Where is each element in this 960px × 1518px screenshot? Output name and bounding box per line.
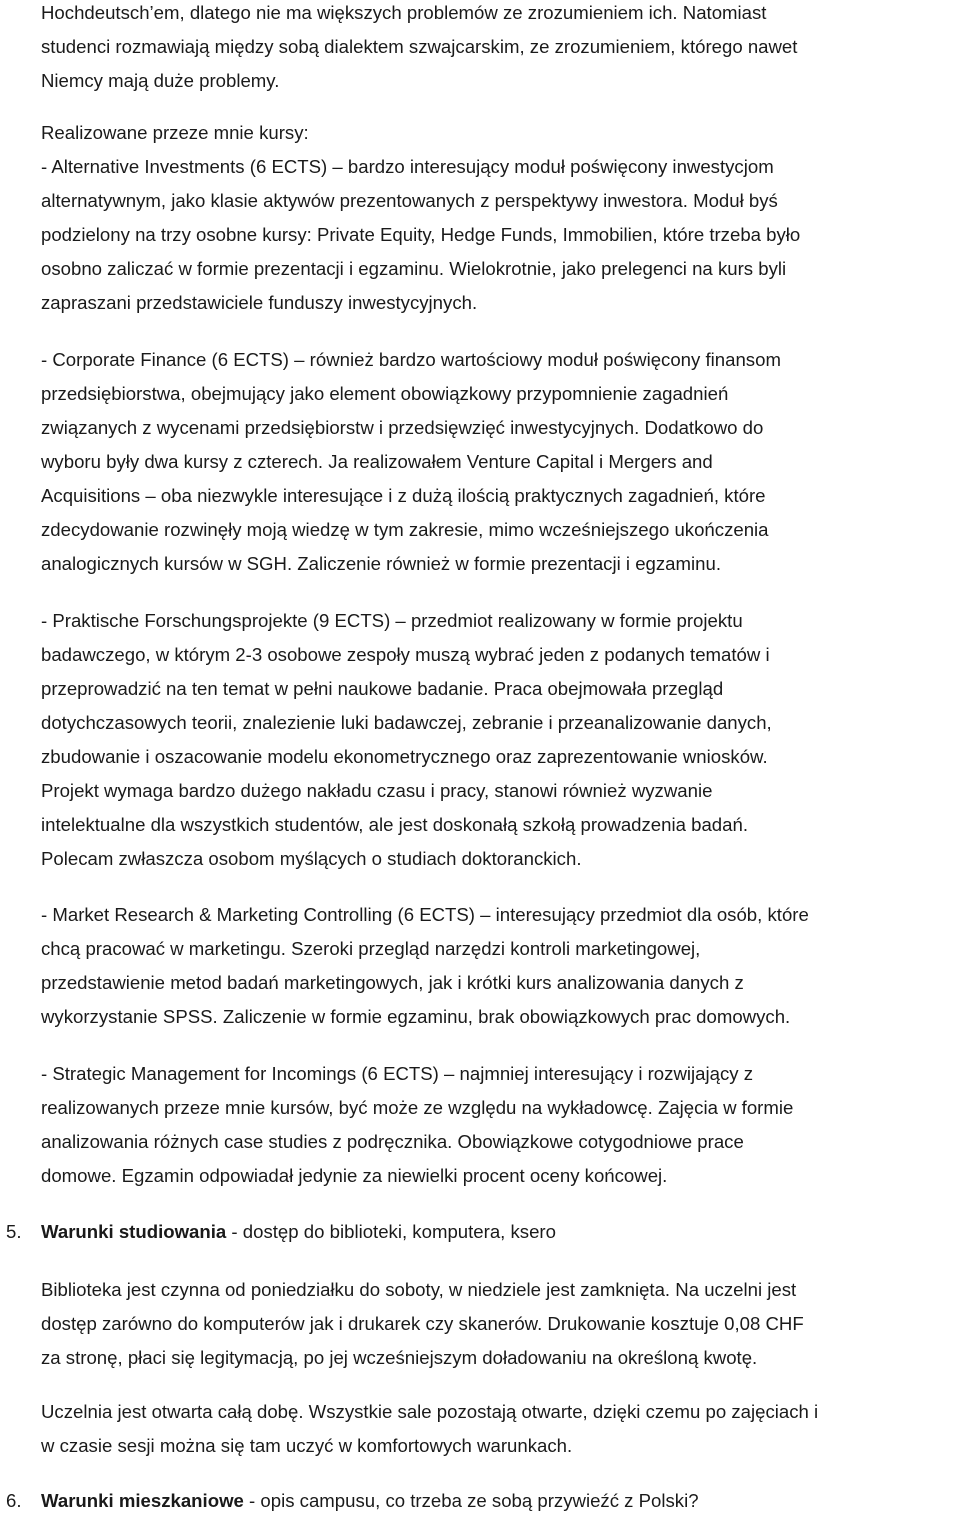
text-line: domowe. Egzamin odpowiadał jedynie za niewielki procent oceny końcowej. (41, 1165, 668, 1186)
text-line: Polecam zwłaszcza osobom myślących o studiach doktoranckich. (41, 848, 582, 869)
text-line: przedstawienie metod badań marketingowych, jak i krótki kurs analizowania danych z (41, 972, 744, 993)
text-line: osobno zaliczać w formie prezentacji i egzaminu. Wielokrotnie, jako prelegenci na kurs byli (41, 258, 787, 279)
section-heading-warunki-mieszkaniowe (41, 1484, 699, 1518)
text-line: badawczego, w którym 2-3 osobowe zespoły muszą wybrać jeden z podanych tematów i (41, 644, 770, 665)
text-line: analizowania różnych case studies z podręcznika. Obowiązkowe cotygodniowe prace (41, 1131, 744, 1152)
text-line: Projekt wymaga bardzo dużego nakładu czasu i pracy, stanowi również wyzwanie (41, 780, 713, 801)
text-line: - Strategic Management for Incomings (6 ECTS) – najmniej interesujący i rozwijający z (41, 1063, 754, 1084)
text-line: studenci rozmawiają między sobą dialektem szwajcarskim, ze zrozumieniem, którego nawet (41, 36, 798, 57)
text-line: podzielony na trzy osobne kursy: Private Equity, Hedge Funds, Immobilien, które trzeba było (41, 224, 801, 245)
section-number: 5. (6, 1221, 22, 1242)
text-line: wyboru były dwa kursy z czterech. Ja realizowałem Venture Capital i Mergers and (41, 451, 713, 472)
paragraph-university-open (41, 1395, 956, 1463)
section-subtitle: - opis campusu, co trzeba ze sobą przywieźć z Polski? (243, 1490, 699, 1511)
text-line: dostęp zarówno do komputerów jak i drukarek czy skanerów. Drukowanie kosztuje 0,08 CHF (41, 1313, 804, 1334)
text-line: alternatywnym, jako klasie aktywów prezentowanych z perspektywy inwestora. Moduł byś (41, 190, 778, 211)
text-line: - Praktische Forschungsprojekte (9 ECTS) – przedmiot realizowany w formie projektu (41, 610, 743, 631)
text-line: wykorzystanie SPSS. Zaliczenie w formie egzaminu, brak obowiązkowych prac domowych. (41, 1006, 791, 1027)
text-line: Uczelnia jest otwarta całą dobę. Wszystkie sale pozostają otwarte, dzięki czemu po zajęciach i (41, 1401, 819, 1422)
text-line: - Alternative Investments (6 ECTS) – bardzo interesujący moduł poświęcony inwestycjom (41, 156, 774, 177)
text-line: Hochdeutsch’em, dlatego nie ma większych problemów ze zrozumieniem ich. Natomiast (41, 2, 767, 23)
paragraph-praktische (41, 604, 956, 876)
text-line: dotychczasowych teorii, znalezienie luki badawczej, zebranie i przeanalizowanie danych, (41, 712, 772, 733)
text-line: przedsiębiorstwa, obejmujący jako element obowiązkowy przypomnienie zagadnień (41, 383, 729, 404)
paragraph-strategic (41, 1057, 956, 1193)
paragraph-market-research (41, 898, 956, 1034)
text-line: intelektualne dla wszystkich studentów, ale jest doskonałą szkołą prowadzenia badań. (41, 814, 748, 835)
section-number: 6. (6, 1490, 22, 1511)
text-line: w czasie sesji można się tam uczyć w komfortowych warunkach. (41, 1435, 573, 1456)
paragraph-courses-intro (41, 116, 956, 320)
text-line: zdecydowanie rozwinęły moją wiedzę w tym zakresie, mimo wcześniejszego ukończenia (41, 519, 769, 540)
text-line: zapraszani przedstawiciele funduszy inwestycyjnych. (41, 292, 478, 313)
text-line: Acquisitions – oba niezwykle interesujące i z dużą ilością praktycznych zagadnień, które (41, 485, 766, 506)
text-line: przeprowadzić na ten temat w pełni naukowe badanie. Praca obejmowała przegląd (41, 678, 724, 699)
text-line: zbudowanie i oszacowanie modelu ekonometrycznego oraz zaprezentowanie wniosków. (41, 746, 768, 767)
text-line: Biblioteka jest czynna od poniedziałku do soboty, w niedziele jest zamknięta. Na uczelni jest (41, 1279, 797, 1300)
text-line: - Market Research & Marketing Controlling (6 ECTS) – interesujący przedmiot dla osób, które (41, 904, 809, 925)
section-title: Warunki mieszkaniowe (41, 1490, 244, 1511)
text-line: Realizowane przeze mnie kursy: (41, 122, 309, 143)
section-title: Warunki studiowania (41, 1221, 227, 1242)
paragraph-library (41, 1273, 956, 1375)
text-line: Niemcy mają duże problemy. (41, 70, 280, 91)
text-line: związanych z wycenami przedsiębiorstw i przedsięwzięć inwestycyjnych. Dodatkowo do (41, 417, 764, 438)
text-line: realizowanych przeze mnie kursów, być może ze względu na wykładowcę. Zajęcia w formie (41, 1097, 794, 1118)
section-heading-warunki-studiowania (41, 1215, 556, 1249)
section-subtitle: - dostęp do biblioteki, komputera, ksero (226, 1221, 556, 1242)
text-line: za stronę, płaci się legitymacją, po jej wcześniejszym doładowaniu na określoną kwotę. (41, 1347, 758, 1368)
text-line: chcą pracować w marketingu. Szeroki przegląd narzędzi kontroli marketingowej, (41, 938, 701, 959)
paragraph-intro-tail (41, 0, 956, 98)
paragraph-corporate-finance (41, 343, 956, 581)
text-line: - Corporate Finance (6 ECTS) – również bardzo wartościowy moduł poświęcony finansom (41, 349, 781, 370)
text-line: analogicznych kursów w SGH. Zaliczenie również w formie prezentacji i egzaminu. (41, 553, 721, 574)
